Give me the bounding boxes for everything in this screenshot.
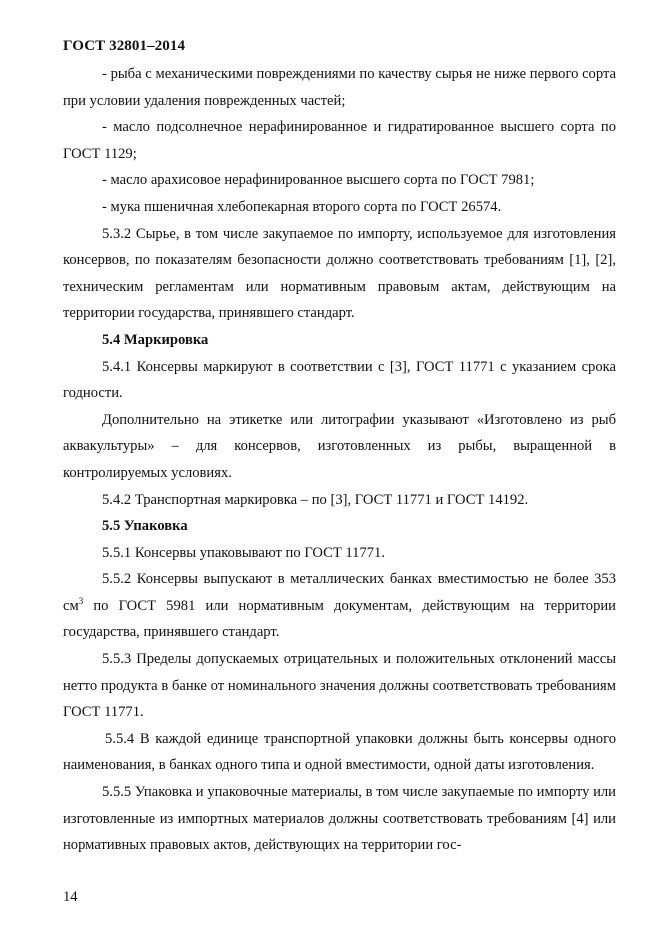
paragraph-5-5-5: 5.5.5 Упаковка и упаковочные материалы, в том числе закупаемые по импорту или изготовленные из импортных материалов должны соответствовать требованиям [4] или нормативных правовых актов, действующих на территории гос- <box>63 784 616 854</box>
paragraph-5-5-3: 5.5.3 Пределы допускаемых отрицательных и положительных отклонений массы нетто продукта в банке от номинального значения должны соответствовать требованиям ГОСТ 11771. <box>63 651 616 721</box>
list-item: - масло подсолнечное нерафинированное и гидратированное высшего сорта по ГОСТ 1129; <box>63 119 616 162</box>
paragraph-5-4-1: 5.4.1 Консервы маркируют в соответствии с [3], ГОСТ 11771 с указанием срока годности. <box>63 358 616 402</box>
section-heading-packaging: 5.5 Упаковка <box>102 518 188 535</box>
document-body <box>63 61 616 859</box>
paragraph-aquaculture-note: Дополнительно на этикетке или литографии указывают «Изготовлено из рыб аквакультуры» – для консервов, изготовленных из рыбы, выращенной в контролируемых условиях. <box>63 411 616 481</box>
paragraph-5-3-2: 5.3.2 Сырье, в том числе закупаемое по импорту, используемое для изготовления консервов, по показателям безопасности должно соответствовать требованиям [1], [2], техническим регламентам или нормативным правовым актам, действующим на территории государства, принявшего стандарт. <box>63 225 616 322</box>
list-item: - мука пшеничная хлебопекарная второго сорта по ГОСТ 26574. <box>102 198 502 215</box>
paragraph-5-5-2 <box>63 566 616 646</box>
paragraph-5-5-2-part-a: 5.5.2 Консервы выпускают в металлических банках вместимостью не более 353 см <box>63 571 616 614</box>
paragraph-5-5-2-part-b: по ГОСТ 5981 или нормативным документам, действующим на территории государства, принявшего стандарт. <box>63 597 616 641</box>
paragraph-5-4-2: 5.4.2 Транспортная маркировка – по [3], ГОСТ 11771 и ГОСТ 14192. <box>102 491 529 508</box>
paragraph-5-5-1: 5.5.1 Консервы упаковывают по ГОСТ 11771. <box>102 544 385 561</box>
section-heading-marking: 5.4 Маркировка <box>102 331 209 348</box>
superscript-3: 3 <box>78 596 84 607</box>
list-item: - масло арахисовое нерафинированное высшего сорта по ГОСТ 7981; <box>102 172 535 189</box>
list-item: - рыба с механическими повреждениями по качеству сырья не ниже первого сорта при условии удаления поврежденных частей; <box>63 66 616 109</box>
document-header: ГОСТ 32801–2014 <box>63 38 186 54</box>
page-number: 14 <box>63 889 78 905</box>
paragraph-5-5-4: 5.5.4 В каждой единице транспортной упаковки должны быть консервы одного наименования, в банках одного типа и одной вместимости, одной даты изготовления. <box>63 730 616 774</box>
